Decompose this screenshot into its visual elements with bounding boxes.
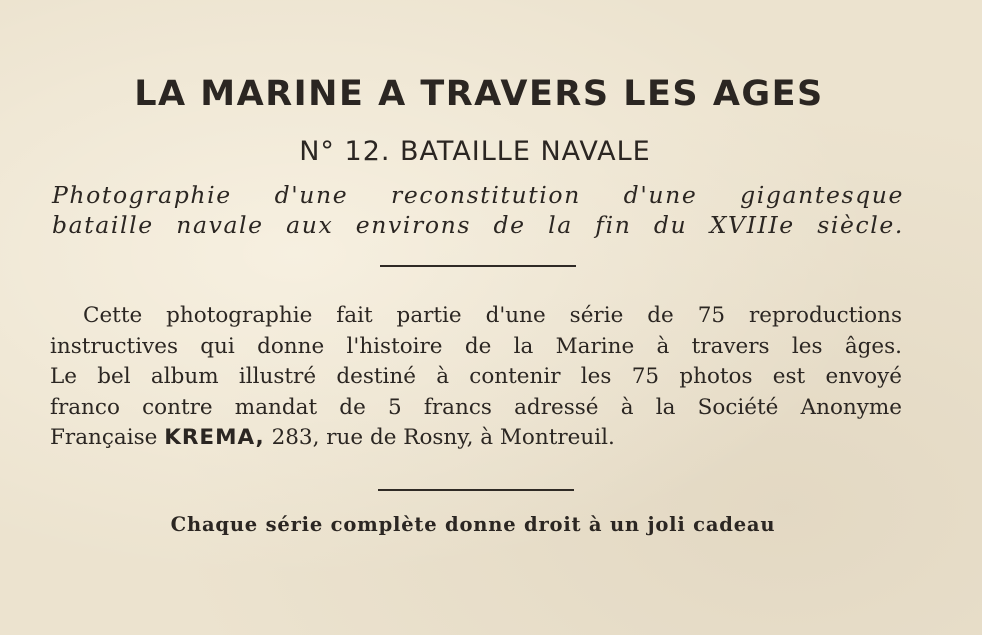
body-line-5-end: 283, rue de Rosny, à Montreuil. (271, 425, 615, 450)
body-paragraph (50, 301, 902, 454)
card-subtitle: N° 12. BATAILLE NAVALE (299, 136, 651, 167)
body-line-4: franco contre mandat de 5 francs adressé à la Société Anonyme (50, 394, 902, 420)
divider-bottom (378, 489, 574, 491)
body-line-5 (50, 423, 902, 454)
body-line-1: Cette photographie fait partie d'une série de 75 reproductions (83, 303, 902, 328)
body-line-5-start: Française (50, 425, 158, 450)
description-line-2: bataille navale aux environs de la fin du XVIIIe siècle. (52, 211, 904, 239)
divider-top (380, 265, 576, 267)
description-line-1: Photographie d'une reconstitution d'une gigantesque (52, 181, 904, 209)
photo-description (52, 180, 904, 240)
card-title: LA MARINE A TRAVERS LES AGES (134, 74, 824, 114)
body-line-2: instructives qui donne l'histoire de la Marine à travers les âges. (50, 333, 902, 359)
brand-name: KREMA, (164, 425, 265, 450)
body-line-3: Le bel album illustré destiné à contenir les 75 photos est envoyé (50, 364, 902, 389)
card-footer: Chaque série complète donne droit à un joli cadeau (170, 513, 776, 536)
